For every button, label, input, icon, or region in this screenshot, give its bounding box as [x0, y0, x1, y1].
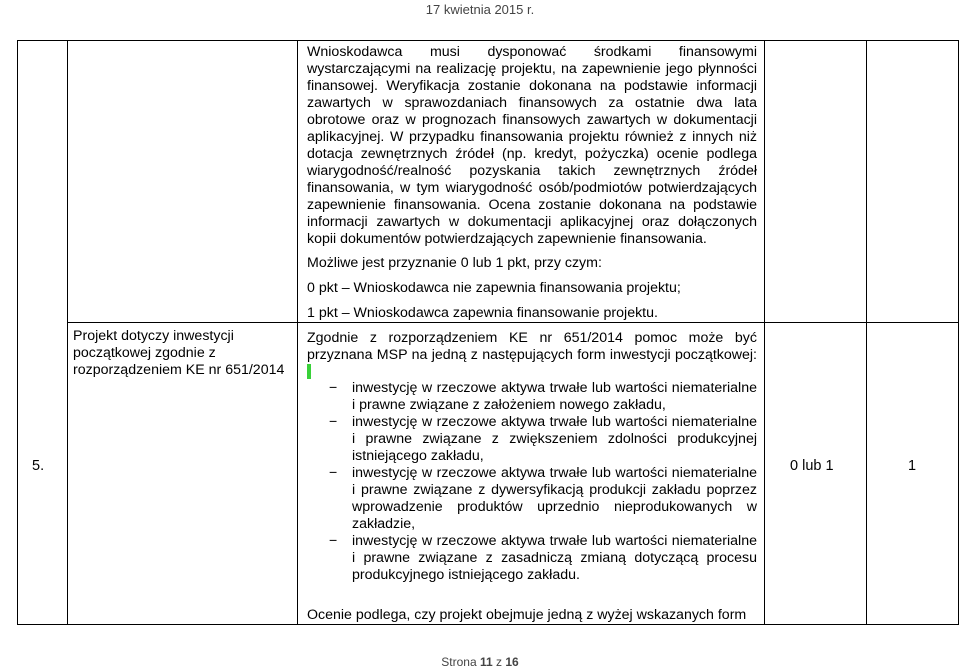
list-item-text: inwestycję w rzeczowe aktywa trwałe lub wartości niematerialne i prawne związane z zasadniczą zmianą dotyczącą procesu produkcyjnego istniejącego zakładu.	[352, 533, 757, 583]
scoring-option-0: 0 pkt – Wnioskodawca nie zapewnia finansowania projektu;	[307, 280, 681, 296]
criterion-intro	[307, 330, 757, 382]
list-item	[307, 414, 757, 465]
investment-forms-list	[307, 380, 757, 584]
scoring-option-1: 1 pkt – Wnioskodawca zapewnia finansowanie projektu.	[307, 305, 658, 321]
text-highlight-marker	[307, 364, 311, 379]
closing-text: Ocenie podlega, czy projekt obejmuje jedną z wyżej wskazanych form	[307, 607, 747, 623]
list-item	[307, 380, 757, 414]
table-bottom-border	[17, 624, 958, 625]
criterion-intro-text: Zgodnie z rozporządzeniem KE nr 651/2014 pomoc może być przyznana MSP na jedną z następujących form inwestycji początkowej:	[307, 330, 757, 363]
list-item	[307, 465, 757, 533]
list-item-text: inwestycję w rzeczowe aktywa trwałe lub wartości niematerialne i prawne związane z dywersyfikacją produkcji zakładu poprzez wprowadzenie produktów uprzednio nieprodukowanych w zakładzie,	[352, 465, 757, 532]
list-item	[307, 533, 757, 584]
col-border-2	[297, 40, 298, 625]
weight-value: 1	[908, 458, 917, 474]
page-prefix: Strona	[441, 655, 477, 669]
page-separator: z	[496, 655, 503, 669]
page-number: 11	[479, 655, 493, 669]
header-date: 17 kwietnia 2015 r.	[425, 2, 535, 17]
list-item-text: inwestycję w rzeczowe aktywa trwałe lub wartości niematerialne i prawne związane z założeniem nowego zakładu,	[352, 380, 757, 413]
col-border-3	[764, 40, 765, 625]
table-top-border	[17, 40, 958, 41]
score-value: 0 lub 1	[790, 458, 834, 474]
dash-bullet: −	[329, 533, 338, 549]
financing-paragraph: Wnioskodawca musi dysponować środkami finansowymi wystarczającymi na realizację projektu, na zapewnienie jego płynności finansowej. Weryfikacja zostanie dokonana na podstawie informacji zawartych w sprawozdaniach finansowych za ostatnie dwa lata obrotowe oraz w prognozach finansowych zawartych w dokumentacji aplikacyjnej. W przypadku finansowania projektu również z innych niż dotacja zewnętrznych źródeł (np. kredyt, pożyczka) ocenie podlega wiarygodność/realność pozyskania takich zewnętrznych źródeł finansowania, w tym wiarygodność osób/podmiotów potwierdzających zapewnienie finansowania. Ocena zostanie dokonana na podstawie informacji zawartych w dokumentacji aplikacyjnej oraz dołączonych kopii dokumentów potwierdzających zapewnienie finansowania.	[307, 44, 757, 247]
page-total: 16	[505, 655, 519, 669]
row-divider	[67, 322, 958, 323]
dash-bullet: −	[329, 414, 338, 430]
col-border-1	[67, 40, 68, 625]
page-footer	[0, 655, 960, 669]
row-number: 5.	[32, 458, 45, 474]
scoring-intro: Możliwe jest przyznanie 0 lub 1 pkt, przy czym:	[307, 255, 602, 271]
col-border-right	[958, 40, 959, 625]
col-border-left	[17, 40, 18, 625]
dash-bullet: −	[329, 380, 338, 396]
dash-bullet: −	[329, 465, 338, 481]
list-item-text: inwestycję w rzeczowe aktywa trwałe lub wartości niematerialne i prawne związane z zwiększeniem zdolności produkcyjnej istniejącego zakładu,	[352, 414, 757, 464]
col-border-4	[866, 40, 867, 625]
criterion-name: Projekt dotyczy inwestycji początkowej zgodnie z rozporządzeniem KE nr 651/2014	[73, 328, 285, 378]
